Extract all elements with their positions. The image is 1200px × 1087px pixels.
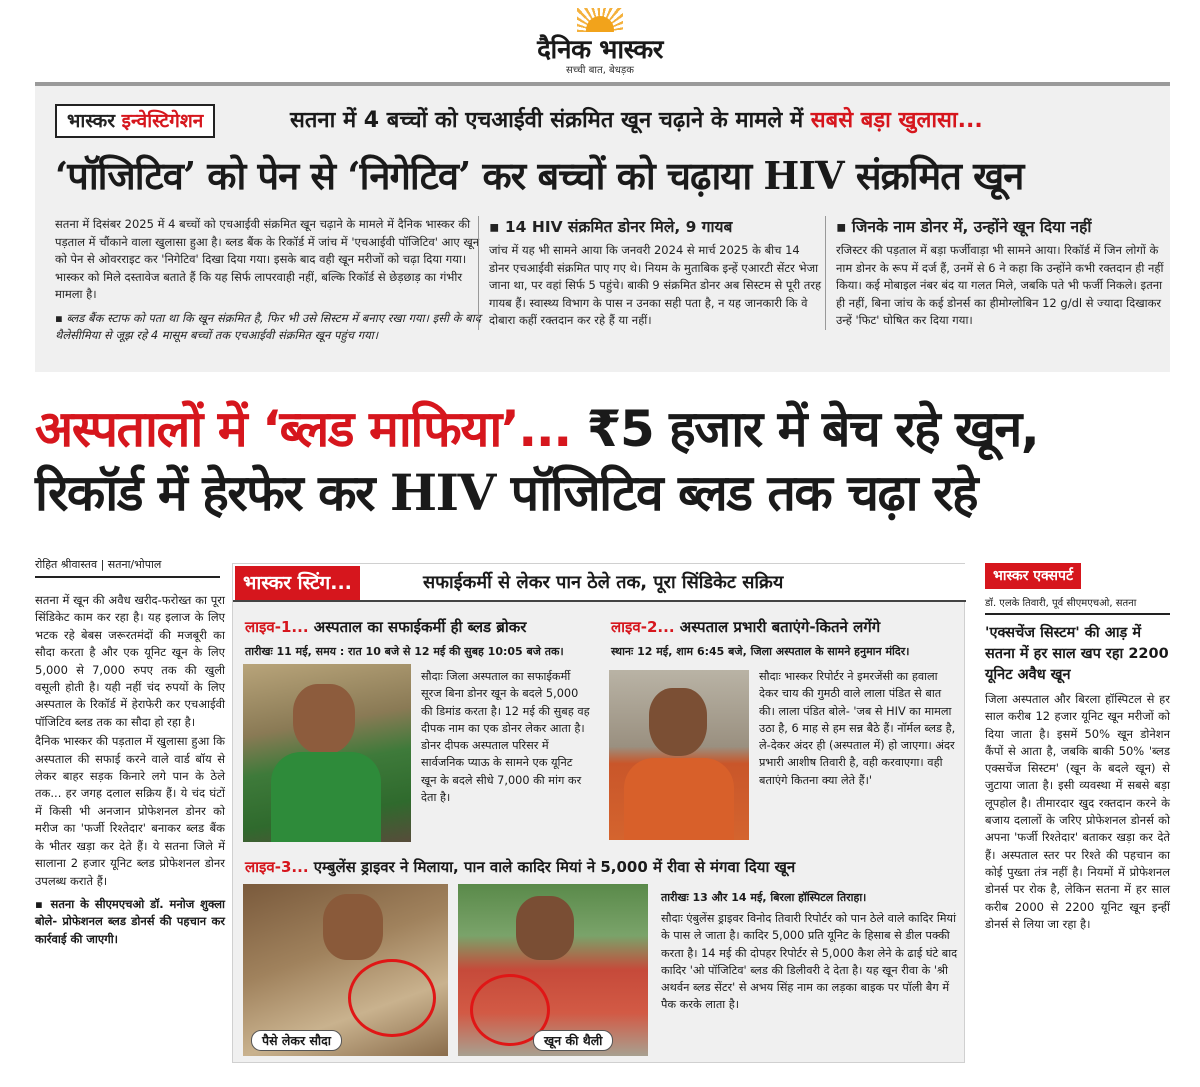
investigation-tag [55,104,215,138]
investigation-box [35,82,1170,372]
expert-tag: भास्कर एक्सपर्ट [985,563,1081,589]
live1-title: अस्पताल का सफाईकर्मी ही ब्लड ब्रोकर [313,618,527,636]
highlight-circle [348,959,436,1037]
investigation-tag-part1: भास्कर [67,110,116,132]
expert-headline: 'एक्सचेंज सिस्टम' की आड़ में सतना में हर साल खप रहा 2200 यूनिट अवैध खून [985,625,1169,683]
investigation-headline-hiv: HIV [763,153,844,198]
logo-text: दैनिक भास्कर [537,35,663,65]
masthead [0,0,1200,78]
main-headline-line1-rest: ₹5 हजार में बेच रहे खून, [586,400,1039,458]
main-headline-line2 [35,461,1038,525]
investigation-column-2 [478,216,823,330]
sting-header [233,564,966,602]
live3-meta: तारीखः 13 और 14 मई, बिरला हॉस्पिटल तिराहा। [661,891,867,904]
live2-heading [611,616,880,638]
investigation-headline [55,148,1023,204]
live2-label: लाइव-2... [611,618,675,636]
left-story-quote: ▪ सतना के सीएमएचओ डॉ. मनोज शुक्ला बोले- प्रोफेशनल ब्लड डोनर्स की पहचान कर कार्रवाई की जाएगी। [35,896,225,946]
live1-label: लाइव-1... [245,618,309,636]
live3-title: एम्बुलेंस ड्राइवर ने मिलाया, पान वाले कादिर मियां ने 5,000 में रीवा से मंगवा दिया खून [313,858,796,876]
investigation-col3-head: ▪ जिनके नाम डोनर में, उन्होंने खून दिया नहीं [836,218,1092,236]
newspaper-logo [515,8,685,76]
investigation-kicker-text: सतना में 4 बच्चों को एचआईवी संक्रमित खून चढ़ाने के मामले में [290,108,804,133]
investigation-headline-part2: संक्रमित खून [855,153,1024,198]
investigation-col3-body: रजिस्टर की पड़ताल में बड़ा फर्जीवाड़ा भी सामने आया। रिकॉर्ड में जिन लोगों के नाम डोनर के रूप में दर्ज हैं, उनमें से 6 ने कहा कि उन्होंने कभी रक्तदान ही नहीं किया। कई मोबाइल नंबर बंद या गलत मिले, जबकि पते भी फर्जी निकले। इतना ही नहीं, बिना जांच के कई डोनर्स का हीमोग्लोबिन 12 g/dl से ज्यादा दिखाकर उन्हें 'फिट' घोषित कर दिया गया। [836,243,1164,327]
live2-photo [609,670,749,840]
byline: रोहित श्रीवास्तव | सतना/भोपाल [35,557,220,578]
live1-heading [245,616,526,638]
live2-title: अस्पताल प्रभारी बताएंगे-कितने लगेंगे [679,618,881,636]
live2-meta: स्थानः 12 मई, शाम 6:45 बजे, जिला अस्पताल के सामने हनुमान मंदिर। [611,645,910,658]
live1-text: सौदाः जिला अस्पताल का सफाईकर्मी सूरज बिना डोनर खून के बदले 5,000 की डिमांड करता है। 12 मई की सुबह वह दीपक नाम का एक डोनर लेकर आता है। डोनर दीपक अस्पताल परिसर में सार्वजनिक प्याऊ के सामने एक यूनिट खून के बदले सीधे 7,000 की मांग कर देता है। [421,670,590,805]
main-headline [35,398,1038,525]
investigation-column-1 [55,216,485,345]
left-story [35,592,225,950]
live3-caption-1: पैसे लेकर सौदा [251,1030,342,1051]
live3-label: लाइव-3... [245,858,309,876]
live1-meta: तारीखः 11 मई, समय : रात 10 बजे से 12 मई की सुबह 10:05 बजे तक। [245,645,564,658]
live3-heading [245,856,795,878]
investigation-headline-part1: ‘पॉजिटिव’ को पेन से ‘निगेटिव’ कर बच्चों को चढ़ाया [55,153,752,198]
expert-body: जिला अस्पताल और बिरला हॉस्पिटल से हर साल करीब 12 हजार यूनिट खून मरीजों को दिया जाता है। इसमें 50% खून डोनेशन कैंपों से आता है, जबकि बाकी 50% 'ब्लड एक्सचेंज सिस्टम' (खून के बदले खून) से जुटाया जाता है। इसी व्यवस्था में सबसे बड़ा लूपहोल है। तीमारदार खुद रक्तदान करने के बजाय दलालों के जरिए प्रोफेशनल डोनर्स को अपना 'फर्जी रिश्तेदार' बताकर खड़ा कर देते हैं। अस्पताल स्तर पर रिश्ते की पहचान का कोई पुख्ता तंत्र नहीं है। नियमों में प्रोफेशनल डोनर्स पर रोक है, लेकिन सतना में हर साल करीब 2000 से 2200 यूनिट खून इन्हीं डोनर्स से लिया जा रहा है। [985,692,1170,931]
left-story-p2: दैनिक भास्कर की पड़ताल में खुलासा हुआ कि अस्पताल की सफाई करने वाले वार्ड बॉय से लेकर बाहर सड़क किनारे लगे पान के ठेले तक... हर जगह दलाल सक्रिय हैं। ये चंद घंटों में किसी भी अनजान प्रोफेशनल डोनर को मरीज का 'फर्जी रिश्तेदार' बनाकर ब्लड बैंक के भीतर खड़ा कर देते हैं। ये सतना जिले में सालाना 2 हजार यूनिट ब्लड प्रोफेशनल डोनर उपलब्ध कराते हैं। [35,734,225,888]
investigation-col2-head: ▪ 14 HIV संक्रमित डोनर मिले, 9 गायब [489,218,733,236]
live2-text: सौदाः भास्कर रिपोर्टर ने इमरजेंसी का हवाला देकर चाय की गुमठी वाले लाला पंडित से बात की। लाला पंडित बोले- 'जब से HIV का मामला उठा है, 6 माह से हम सन्न बैठे हैं। नॉर्मल ब्लड है, ले-देकर अंदर ही (अस्पताल में) हो जाएगा। अंदर प्रभारी आशीष तिवारी है, वही करवाएगा। वही बताएंगे कितना क्या लेते हैं।' [759,670,956,787]
main-headline-line2-part1: रिकॉर्ड में हेरफेर कर [35,464,374,522]
investigation-col1-body: सतना में दिसंबर 2025 में 4 बच्चों को एचआईवी संक्रमित खून चढ़ाने के मामले में दैनिक भास्कर की पड़ताल में चौंकाने वाला खुलासा हुआ है। ब्लड बैंक के रिकॉर्ड में जांच में 'एचआईवी पॉजिटिव' आए खून को पेन से ओवरराइट कर 'निगेटिव' दिखा दिया गया। इसके बाद वही खून मरीजों को चढ़ा दिया गया। भास्कर को मिले दस्तावेज बताते हैं कि यह सिर्फ लापरवाही नहीं, बल्कि रिकॉर्ड से छेड़छाड़ का गंभीर मामला है। [55,217,480,301]
investigation-tag-part2: इन्वेस्टिगेशन [121,110,204,132]
main-headline-red: अस्पतालों में ‘ब्लड माफिया’... [35,400,571,458]
left-story-p1: सतना में खून की अवैध खरीद-फरोख्त का पूरा सिंडिकेट काम कर रहा है। यह इलाज के लिए भटक रहे बेबस जरूरतमंदों की मजबूरी का सौदा करता है और एक यूनिट खून के लिए 5,000 से 7,000 रुपए तक की खुली वसूली होती है। यही नहीं चंद रुपयों के लिए अस्पताल के रिकॉर्ड में हेराफेरी कर एचआईवी पॉजिटिव ब्लड तक का सौदा हो रहा है। [35,593,225,729]
main-headline-line2-part2: पॉजिटिव ब्लड तक चढ़ा रहे [510,464,977,522]
live1-photo [243,664,411,842]
investigation-col2-body: जांच में यह भी सामने आया कि जनवरी 2024 से मार्च 2025 के बीच 14 डोनर एचआईवी संक्रमित पाए गए थे। नियम के मुताबिक इन्हें एआरटी सेंटर भेजा जाना था, पर वहां सिर्फ 5 पहुंचे। बाकी 9 संक्रमित डोनर अब सिस्टम से पूरी तरह गायब हैं। स्वास्थ्य विभाग के पास न उनका सही पता है, न यह जानकारी कि वे दोबारा कहीं रक्तदान कर रहे हैं या नहीं। [489,243,822,327]
logo-tagline: सच्ची बात, बेधड़क [566,65,634,76]
sting-title: सफाईकर्मी से लेकर पान ठेले तक, पूरा सिंडिकेट सक्रिय [423,572,784,593]
sun-icon [577,8,623,32]
live3-caption-2: खून की थैली [533,1030,613,1051]
sting-tag: भास्कर स्टिंग... [235,566,360,600]
main-headline-line1 [35,398,1038,461]
live3-text: सौदाः एंबुलेंस ड्राइवर विनोद तिवारी रिपोर्टर को पान ठेले वाले कादिर मियां के पास ले जाता है। कादिर 5,000 प्रति यूनिट के हिसाब से डील पक्की करता है। 14 मई की दोपहर रिपोर्टर से 5,000 कैश लेने के ढाई घंटे बाद कादिर 'ओ पॉजिटिव' ब्लड की डिलीवरी दे देता है। यह खून रीवा के 'श्री अथर्वन ब्लड सेंटर' से अभय सिंह नाम का लड़का बाइक पर पॉली बैग में पैक करके लाता है। [661,912,958,1012]
investigation-column-3 [825,216,1170,330]
main-headline-hiv: HIV [389,463,495,522]
investigation-kicker-red: सबसे बड़ा खुलासा... [810,108,983,133]
expert-name: डॉ. एलके तिवारी, पूर्व सीएमएचओ, सतना [985,595,1170,615]
investigation-kicker [290,104,983,138]
sting-panel [232,563,965,1063]
expert-column [985,563,1170,1063]
investigation-col1-bullet: ▪ ब्लड बैंक स्टाफ को पता था कि खून संक्रमित है, फिर भी उसे सिस्टम में बनाए रखा गया। इसी के बाद थैलेसीमिया से जूझ रहे 4 मासूम बच्चों तक एचआईवी संक्रमित खून पहुंच गया। [55,310,481,342]
